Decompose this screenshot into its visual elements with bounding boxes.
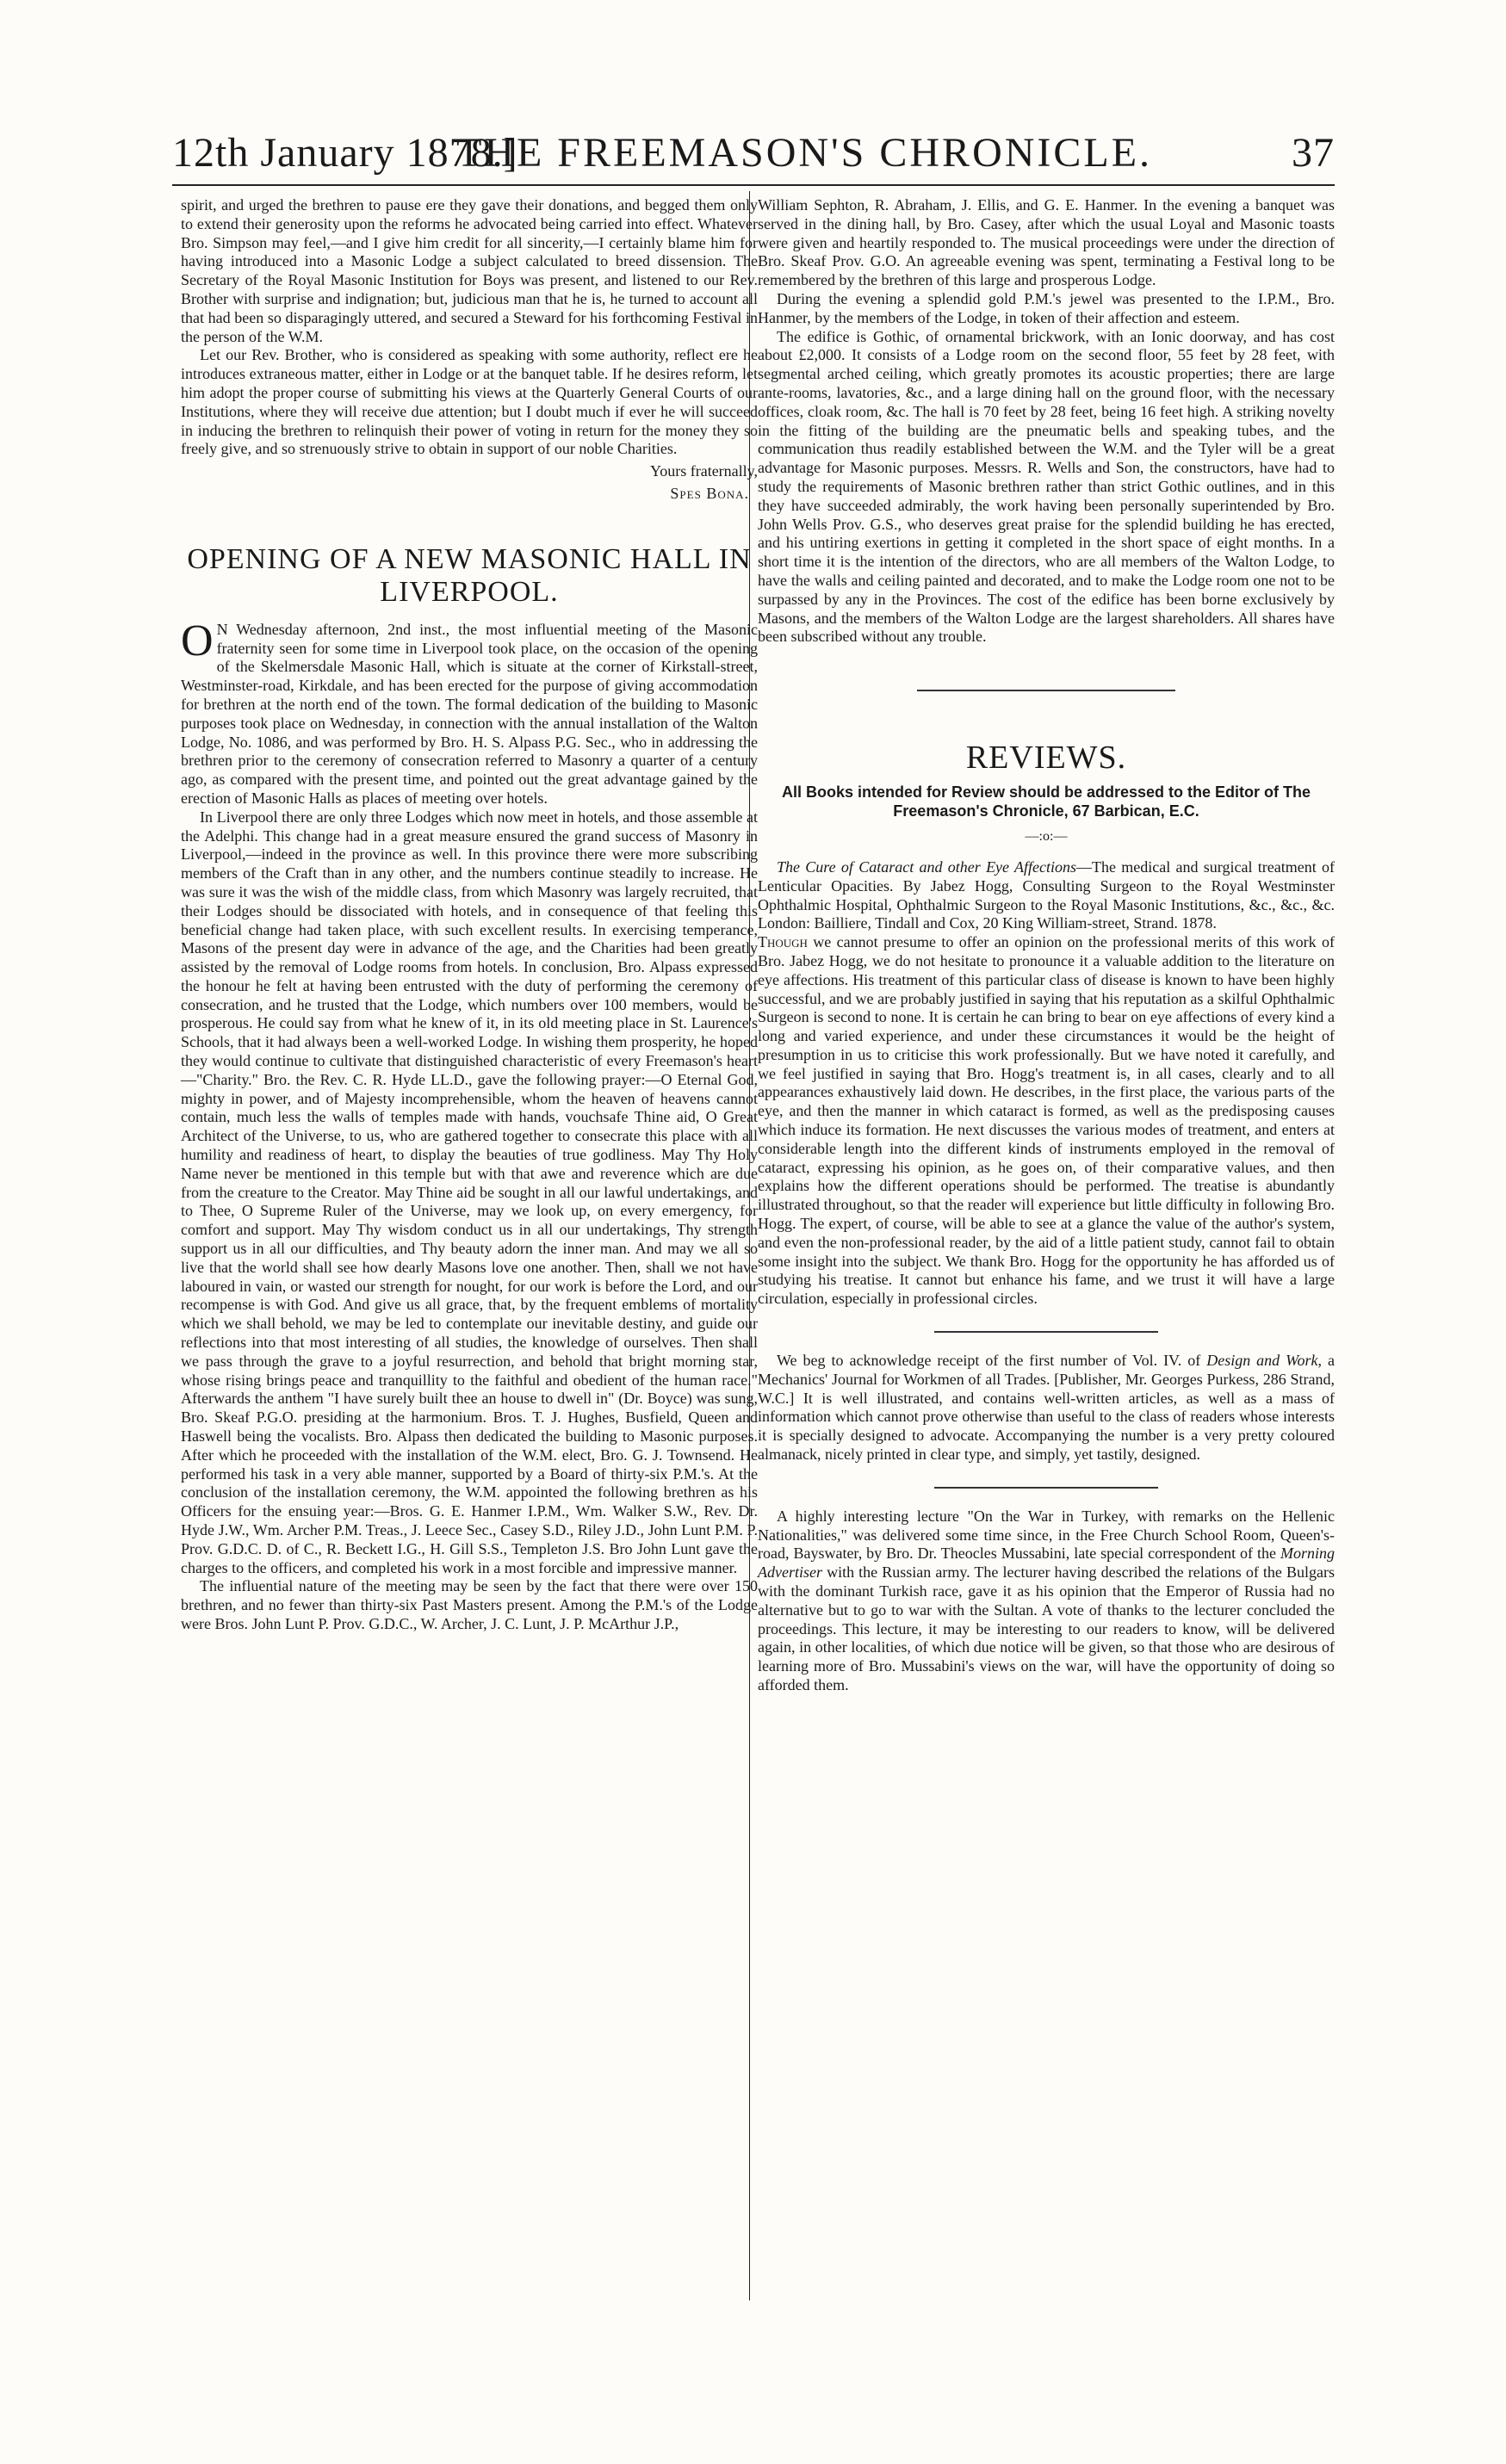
reviews-notice: All Books intended for Review should be addressed to the Editor of The Freemason's Chronicle, 67 Barbican, E.C. [781,783,1311,820]
letter-signoff: Yours fraternally, [650,462,758,480]
review-lead-word: Though [758,933,808,951]
lecture-text-2: with the Russian army. The lecturer having described the relations of the Bulgars with the dominant Turkish race, gave it as his opinion that the Emperor of Russia had no alternative but to go to war with the Sultan. A vote of thanks to the lecturer concluded the proceedings. This lecture, it may be interesting to our readers to know, will be delivered again, in other localities, of which due notice will be given, so that those who are desirous of learning more of Bro. Mussabini's views on the war, will have the opportunity of doing so afforded them. [758,1563,1335,1693]
article-paragraph-1-text: N Wednesday afternoon, 2nd inst., the most influential meeting of the Masonic fraternity seen for some time in Liverpool took place, on the occasion of the opening of the Skelmersdale Masonic Hall, which is situate at the corner of Kirkstall-street, Westminster-road, Kirkdale, and has been erected for the purpose of giving accommodation for brethren at the north end of the town. The formal dedication of the building to Masonic purposes took place on Wednesday, in connection with the annual installation of the Walton Lodge, No. 1086, and was performed by Bro. H. S. Alpass P.G. Sec., who in addressing the brethren prior to the ceremony of consecration referred to Masonry a quarter of a century ago, as compared with the present time, and pointed out the great advantage gained by the erection of Masonic Halls as places of meeting over hotels. [181,620,758,807]
article-dropcap: O [181,616,214,666]
issue-date: 12th January 1878.] [172,130,518,176]
article-paragraph-1 [181,616,758,808]
left-column [181,196,758,1634]
acknowledgement-text-1: We beg to acknowledge receipt of the first number of Vol. IV. of [777,1352,1207,1370]
review-body-text: we cannot presume to offer an opinion on the professional merits of this work of Bro. Jabez Hogg, we do not hesitate to pronounce it a valuable addition to the literature on eye affections. His treatment of this particular class of disease is known to have been highly successful, and we are probably justified in saying that his reputation as a skilful Ophthalmic Surgeon is second to none. It is certain he can bring to bear on eye affections of every kind a long and varied experience, and under these circumstances it would be the height of presumption in us to criticise this work professionally. But we have noted it carefully, and we feel justified in saying that Bro. Hogg's treatment is, in all cases, clearly and to all appearances exhaustively laid down. He describes, in the first place, the various parts of the eye, and then the manner in which cataract is formed, as well as the predisposing causes which induce its formation. He next discusses the various modes of treatment, and enters at considerable length into the different kinds of instruments employed in the removal of cataract, expressing his opinion, as he goes on, of their comparative values, and then explains how the different operations should be performed. The treatise is abundantly illustrated throughout, so that the reader will experience but little difficulty in following Bro. Hogg. The expert, of course, will be able to see at a glance the value of the author's system, and even the non-professional reader, by the aid of a little patient study, cannot fail to obtain some insight into the subject. We thank Bro. Hogg for the opportunity he has afforded us of studying his treatise. It cannot but enhance his fame, and we trust it will have a large circulation, especially in professional circles. [758,933,1335,1308]
continued-paragraph-3: The edifice is Gothic, of ornamental brickwork, with an Ionic doorway, and has cost about £2,000. It consists of a Lodge room on the second floor, 55 feet by 28 feet, with segmental arched ceiling, which greatly promotes its acoustic properties; there are large ante-rooms, lavatories, &c., and a large dining hall on the ground floor, with the necessary offices, cloak room, &c. The hall is 70 feet by 28 feet, being 16 feet high. A striking novelty in the fitting of the building are the pneumatic bells and speaking tubes, and the communication thus readily established between the W.M. and the Tyler will be a great advantage for Masonic purposes. Messrs. R. Wells and Son, the constructors, have had to study the requirements of Masonic brethren rather than strict Gothic outlines, and in this they have succeeded admirably, the work having been personally superintended by Bro. John Wells Prov. G.S., who deserves great praise for the splendid building he has erected, and his untiring exertions in getting it completed in the short space of eight months. In a short time it is the intention of the directors, who are all members of the Walton Lodge, to have the walls and ceiling painted and decorated, and to make the Lodge room one not to be surpassed by any in the Provinces. The cost of the edifice has been borne exclusively by Masons, and the members of the Walton Lodge are the largest shareholders. All shares have been subscribed without any trouble. [758,327,1335,646]
letter-paragraph-1: spirit, and urged the brethren to pause ere they gave their donations, and begged them only to extend their generosity upon the reforms he advocated being carried into effect. Whatever Bro. Simpson may feel,—and I give him credit for all sincerity,—I certainly blame him for having introduced into a Masonic Lodge a subject calculated to breed dissension. The Secretary of the Royal Masonic Institution for Boys was present, and listened to our Rev. Brother with surprise and indignation; but, judicious man that he is, he turned to account all that had been so disparagingly uttered, and secured a Steward for his forthcoming Festival in the person of the W.M. [181,196,758,345]
letter-signature: Spes Bona. [670,484,749,502]
review-body [758,933,1335,1309]
review-rule-2 [934,1487,1158,1489]
lecture-newspaper-title: Morning Advertiser [758,1545,1335,1582]
article-paragraph-3: The influential nature of the meeting may be seen by the fact that there were over 150 brethren, and no fewer than thirty-six Past Masters present. Among the P.M.'s of the Lodge were Bros. John Lunt P. Prov. G.D.C., W. Archer, J. C. Lunt, J. P. McArthur J.P., [181,1577,758,1632]
acknowledgement-journal-title: Design and Work [1206,1352,1318,1370]
page-number: 37 [1292,130,1335,176]
article-headline: OPENING OF A NEW MASONIC HALL IN LIVERPOOL. [187,542,752,608]
ornament-divider: —:o:— [1025,829,1068,845]
lecture-paragraph [758,1507,1335,1695]
article-paragraph-2: In Liverpool there are only three Lodges which now meet in hotels, and those assemble at the Adelphi. This change had in a great measure ensured the grand success of Masonry in Liverpool,—indeed in the province as well. In this province there were more subscribing members of the Craft than in any other, and the numbers continue steadily to increase. He was sure it was the wish of the middle class, from which Masonry was largely recruited, that their Lodges should be dissociated with hotels, and in consequence of that feeling this beneficial change had taken place, with such excellent results. In exercising temperance, Masons of the present day were in advance of the age, and the Charities had been greatly assisted by the removal of Lodge rooms from hotels. In conclusion, Bro. Alpass expressed the honour he felt at having been entrusted with the duty of performing the ceremony of consecration, and he trusted that the Lodge, which numbers over 100 members, would be prosperous. He could say from what he knew of it, in its old meeting place in St. Laurence's Schools, that it had always been a well-worked Lodge. In wishing them prosperity, he hoped they would continue to cultivate that distinguished characteristic of every Freemason's heart—"Charity." Bro. the Rev. C. R. Hyde LL.D., gave the following prayer:—O Eternal God, mighty in power, and of Majesty incomprehensible, whom the heaven of heavens cannot contain, much less the walls of temples made with hands, vouchsafe Thine aid, O Great Architect of the Universe, to us, who are gathered together to consecrate this place with all humility and readiness of heart, to display the beauties of true godliness. May Thy Holy Name never be mentioned in this temple but with that awe and reverence which are due from the creature to the Creator. May Thine aid be sought in all our lawful undertakings, and to Thee, O Supreme Ruler of the Universe, may we look up, on every emergency, for comfort and support. May Thy wisdom conduct us in all our undertakings, Thy strength support us in all our difficulties, and Thy beauty adorn the inner man. And may we all so live that the world shall see how dearly Masons love one another. Then, shall we not have laboured in vain, or wasted our strength for nought, for our work is before the Lord, and our recompense is with God. And give us all grace, that, by the frequent emblems of mortality which we shall behold, we may be led to contemplate our inevitable destiny, and guide our reflections into that most interesting of all studies, the knowledge of ourselves. Then shall we pass through the grave to a joyful resurrection, and behold that bright morning star, whose rising brings peace and tranquillity to the faithful and obedient of the human race." Afterwards the anthem "I have surely built thee an house to dwell in" (Dr. Boyce) was sung, Bro. Skeaf P.G.O. presiding at the harmonium. Bros. T. J. Hughes, Busfield, Queen and Haswell being the vocalists. Bro. Alpass then dedicated the building to Masonic purposes. After which he proceeded with the installation of the W.M. elect, Bro. G. J. Townsend. He performed his task in a very able manner, supported by a Board of thirty-six P.M.'s. At the conclusion of the installation ceremony, the W.M. appointed the following brethren as his Officers for the ensuing year:—Bros. G. E. Hanmer I.P.M., Wm. Walker S.W., Rev. Dr. Hyde J.W., Wm. Archer P.M. Treas., J. Leece Sec., Casey S.D., Riley J.D., John Lunt P.M. P. Prov. G.D.C. D. of C., R. Beckett I.G., H. Gill S.S., Templeton J.S. Bro John Lunt gave the charges to the officers, and completed his work in a most forcible and impressive manner. [181,808,758,1576]
masthead [172,129,1335,181]
review-book-title: The Cure of Cataract and other Eye Affections [777,857,1076,876]
continued-paragraph-1: William Sephton, R. Abraham, J. Ellis, and G. E. Hanmer. In the evening a banquet was served in the dining hall, by Bro. Casey, after which the usual Loyal and Masonic toasts were given and heartily responded to. The musical proceedings were under the direction of Bro. Skeaf Prov. G.O. An agreeable evening was spent, terminating a Festival long to be remembered by the brethren of this large and prosperous Lodge. [758,196,1335,289]
letter-paragraph-2: Let our Rev. Brother, who is considered as speaking with some authority, reflect ere he introduces extraneous matter, either in Lodge or at the banquet table. If he desires reform, let him adopt the proper course of submitting his views at the Quarterly General Courts of our Institutions, where they will receive due attention; but I doubt much if ever he will succeed in inducing the brethren to relinquish their power of voting in return for the money they so freely give, and so strenuously strive to obtain in support of our noble Charities. [181,346,758,458]
continued-paragraph-2: During the evening a splendid gold P.M.'s jewel was presented to the I.P.M., Bro. Hanmer, by the members of the Lodge, in token of their affection and esteem. [758,289,1335,326]
reviews-headline: REVIEWS. [965,740,1127,777]
masthead-rule [172,184,1335,186]
review-title [758,858,1335,933]
lecture-text-1: A highly interesting lecture "On the War in Turkey, with remarks on the Hellenic Nationalities," was delivered some time since, in the Free Church School Room, Queen's-road, Bayswater, by Bro. Dr. Theocles Mussabini, late special correspondent of the [758,1507,1335,1563]
publication-title: THE FREEMASON'S CHRONICLE. [456,130,1153,176]
section-rule [917,690,1175,691]
review-book-details: —The medical and surgical treatment of Lenticular Opacities. By Jabez Hogg, Consulting Surgeon to the Royal Westminster Ophthalmic Hospital, Ophthalmic Surgeon to the Royal Masonic Institutions, &c., &c., &c. London: Bailliere, Tindall and Cox, 20 King William-street, Strand. 1878. [758,857,1335,932]
review-rule-1 [934,1331,1158,1333]
acknowledgement-text-2: , a Mechanics' Journal for Workmen of all Trades. [Publisher, Mr. Georges Purkess, 286 Strand, W.C.] It is well illustrated, and contains well-written articles, as well as a mass of information which cannot prove otherwise than useful to the class of readers whose interests it is specially designed to advocate. Accompanying the number is a very pretty coloured almanack, nicely printed in clear type, and simply, yet tastily, designed. [758,1352,1335,1464]
right-column [758,196,1335,1695]
acknowledgement-paragraph [758,1352,1335,1464]
